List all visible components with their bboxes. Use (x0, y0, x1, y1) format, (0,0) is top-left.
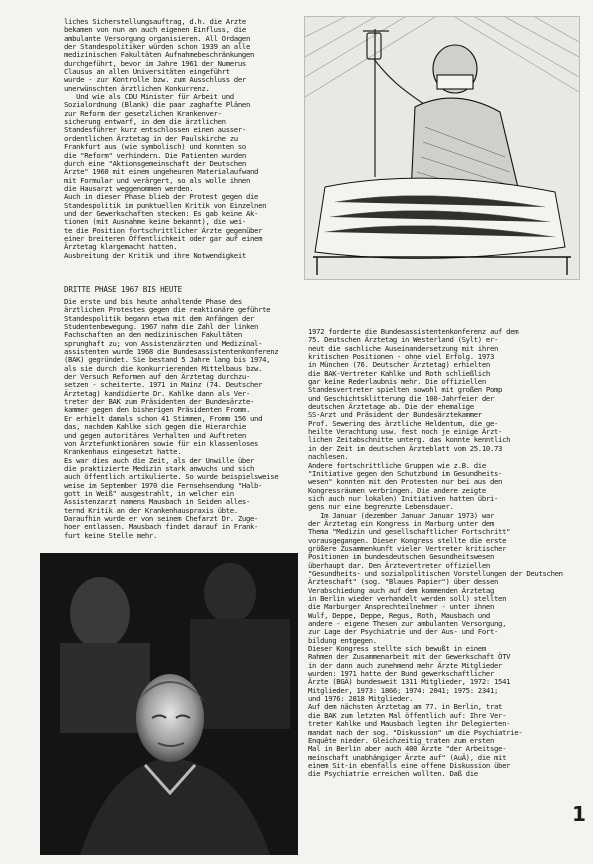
text-line: wurden: 1971 hatte der Bund gewerkschaftlicher (308, 669, 494, 679)
text-line: heilte Verachtung usw. fest noch je einige Ärzt- (308, 427, 503, 437)
text-line: Ärztetag) kandidierte Dr. Kahlke dann als Ver- (64, 388, 250, 398)
text-line: SS-Arzt und Präsident der Bundesärztekammer (308, 410, 482, 420)
portrait-photo (40, 553, 298, 855)
text-line: treter der BAK zum Präsidenten der Bundesärzte- (64, 397, 255, 407)
text-line: ternd Kritik an der Krankenhauspraxis übte. (64, 505, 238, 515)
right-column-text (308, 328, 570, 858)
text-line: und gegen autoritäres Verhalten und Auftreten (64, 430, 246, 440)
text-line: deutschen Ärztetage ab. Die der ehemalige (308, 402, 474, 412)
left-column-bottom-text (64, 298, 298, 538)
text-line: als sie durch die konkurrierenden Mittelbaus bzw. (64, 363, 263, 373)
text-line: auch öffentlich artikulierte. So wurde beispielsweise (64, 472, 279, 482)
text-line: Und wie als CDU Minister für Arbeit und (64, 92, 234, 102)
text-line: und Geschichtsklitterung die 100-Jahrfeier der (308, 393, 494, 403)
text-line: Studentenbewegung. 1967 nahm die Zahl der linken (64, 322, 259, 332)
text-line: Assistenzarzt namens Mausbach in Seiden alles- (64, 497, 250, 507)
text-line: Clausus an allen Universitäten eingeführt (64, 67, 230, 77)
text-line: die BAK zum letzten Mal öffentlich auf: Ihre Ver- (308, 710, 507, 720)
text-line: und 1976: 2818 Mitglieder. (308, 694, 414, 704)
text-line: wurde - zur Kontrolle bzw. zum Ausschluss der (64, 75, 246, 85)
text-line: überhaupt dar. Den Ärztevertreter offiziellen (308, 560, 490, 570)
text-line: die Marburger Ansprechteilnehmer - unter ihnen (308, 602, 494, 612)
text-line: Fachschaften an den medizinischen Fakultäten (64, 330, 242, 340)
text-line: gens nur eine begrenzte Lebensdauer. (308, 502, 454, 512)
text-line: Verabschiedung auch auf dem kommenden Ärztetag (308, 585, 494, 595)
text-line: andere - eigene Thesen zur ambulanten Versorgung, (308, 619, 507, 629)
text-line: Ärztetag klargemacht hatten. (64, 242, 178, 252)
text-line: furt keine Stelle mehr. (64, 530, 157, 538)
text-line: weise im September 1970 die Fernsehsendung "Halb- (64, 480, 263, 490)
text-line: durch eine "Aktionsgemeinschaft der Deutschen (64, 158, 246, 168)
text-line: die "Reform" verhindern. Die Patienten wurden (64, 150, 246, 160)
text-line: einem Sit-in ebenfalls eine offene Diskussion über (308, 760, 511, 770)
text-line: sich auch nur lokalen) Initiativen hatten übri- (308, 493, 499, 503)
text-line: ambulante Versorgung organisieren. All Ordagen (64, 33, 250, 43)
text-line: liches Sicherstellungsauftrag, d.h. die Ärzte (64, 18, 246, 26)
text-line: "Gesundheits- und sozialpolitischen Vorstellungen der Deutschen (308, 568, 563, 578)
text-line: Ärzte" 1960 mit einem ungeheuren Materialaufwand (64, 167, 259, 177)
text-line: gott in Weiß" ausgestrahlt, in welcher ein (64, 488, 234, 498)
text-line: durchgeführt, bevor im Jahre 1961 der Numerus (64, 58, 246, 68)
text-line: Auf dem nächsten Ärztetag am 77. in Berlin, trat (308, 702, 503, 712)
text-line: Mitglieder, 1973: 1866; 1974: 2041; 1975: 2341; (308, 685, 499, 695)
page-number: 1 (572, 802, 586, 826)
text-line: Standesführer kurz entschlossen einen ausser- (64, 125, 246, 135)
text-line: Standespolitik begann etwa mit dem Anfängen der (64, 313, 255, 323)
text-line: unerwünschten ärztlichen Konkurrenz. (64, 83, 210, 93)
text-line: Prof. Sewering des ärztliche Heldentum, die ge- (308, 418, 499, 428)
text-line: "Initiative gegen den Schutzbund im Gesundheits- (308, 468, 503, 478)
text-line: größere Zusammenkunft vieler Vertreter kritischer (308, 543, 507, 553)
text-line: mit Formular und verärgert, so als wolle ihnen (64, 175, 250, 185)
text-line: die Psychiatrie erreichen wollten. Daß die (308, 769, 478, 779)
text-line: der Versuch Reformen auf den Ärztetag durchzu- (64, 372, 250, 382)
text-line: der Standespolitiker würden schon 1939 an alle (64, 42, 250, 52)
text-line: Frankfurt aus (wie symbolisch) und konnten so (64, 142, 246, 152)
section-heading: DRITTE PHASE 1967 BIS HEUTE (64, 285, 183, 294)
text-line: sicherung entwarf, in dem die ärztlichen (64, 117, 226, 127)
text-line: Ärzteschaft" (sog. "Blaues Papier") über dessen (308, 577, 499, 587)
text-line: lichen Zeitabschnitte unterg. das konnte kenntlich (308, 435, 511, 445)
text-line: kammer gegen den bisherigen Präsidenten Fromm. (64, 405, 250, 415)
text-line: einer breiteren Öffentlichkeit oder gar auf einem (64, 233, 263, 243)
text-line: 1972 forderte die Bundesassistentenkonferenz auf dem (308, 328, 519, 336)
text-line: treter Kahlke und Mausbach legten ihr Delegierten- (308, 719, 511, 729)
text-line: das, nachdem Kahlke sich gegen die Hierarchie (64, 422, 246, 432)
text-line: Wulf, Deppe, Deppe, Regus, Roth, Mausbach und (308, 610, 490, 620)
text-line: in der Zeit im deutschen Ärzteblatt vom 25.10.73 (308, 443, 503, 453)
text-line: bildung entgegen. (308, 635, 377, 645)
text-line: kritischen Positionen - ohne viel Erfolg. 1973 (308, 352, 494, 362)
text-line: hoer entlassen. Mausbach findet darauf in Frank- (64, 522, 259, 532)
text-line: gar keine Rederlaubnis mehr. Die offiziellen (308, 377, 486, 387)
left-column-top-text (64, 18, 298, 280)
text-line: Kongressräumen verbringen. Die andere zeigte (308, 485, 486, 495)
text-line: meinschaft unabhängiger Ärzte auf" (AuÄ), die mit (308, 752, 507, 762)
text-line: in München (76. Deutscher Ärztetag) erhielten (308, 360, 490, 370)
text-line: Rahmen der Zusammenarbeit mit der Gewerkschaft ÖTV (308, 652, 511, 662)
text-line: sprunghaft zu; von Assistenzärzten und Medizinal- (64, 338, 263, 348)
text-line: Ausbreitung der Kritik und ihre Notwendigkeit (64, 250, 246, 260)
text-line: die Hausarzt weggenommen werden. (64, 183, 194, 193)
text-line: zur Reform der gesetzlichen Krankenver- (64, 108, 222, 118)
text-line: von Ärztefunktionären sowie für ein klassenloses (64, 438, 259, 448)
text-line: Mal in Berlin aber auch 400 Ärzte "der Arbeitsge- (308, 744, 507, 754)
text-line: Positionen im bundesdeutschen Gesundheitswesen (308, 552, 494, 562)
text-line: wesen" konnten mit den Protesten nur bei aus den (308, 477, 503, 487)
text-line: Ärzte (BGÄ) bundesweit 1311 Mitglieder, 1972: 1541 (308, 677, 511, 687)
text-line: ordentlichen Ärztetag in der Paulskirche zu (64, 133, 238, 143)
text-line: Daraufhin wurde er von seinem Chefarzt Dr. Zuge- (64, 513, 259, 523)
text-line: Enquête nieder. Gleichzeitig traten zum ersten (308, 735, 494, 745)
text-line: in Berlin wieder verhandelt werden soll) stellten (308, 594, 507, 603)
text-line: die BAK-Vertreter Kahlke und Roth schließlich (308, 368, 490, 378)
text-line: ärztlichen Protestes gegen die reaktionäre geführte (64, 305, 271, 315)
text-line: 75. Deutschen Ärztetag in Westerland (Sylt) er- (308, 335, 499, 345)
text-line: Es war dies auch die Zeit, als der Unwille über (64, 455, 255, 465)
drawing-sketch (305, 17, 579, 279)
text-line: Krankenhaus eingesetzt hatte. (64, 447, 182, 457)
text-line: Standesvertreter spielten sowohl mit großen Pomp (308, 385, 503, 395)
text-line: die praktizierte Medizin stark anwuchs und sich (64, 463, 255, 473)
text-line: Er erhielt damals schon 41 Stimmen, Fromm 156 und (64, 413, 263, 423)
text-line: Thema "Medizin und gesellschaftlicher Fortschritt" (308, 527, 511, 537)
text-line: Im Januar (dezember Januar Januar 1973) war (308, 510, 494, 520)
text-line: bekamen von nun an auch eigenen Einfluss, die (64, 25, 246, 35)
text-line: Dieser Kongress stellte sich bewußt in einem (308, 644, 486, 654)
text-line: zur Lage der Psychiatrie und der Aus- und Fort- (308, 627, 499, 637)
text-line: mandat nach der sog. "Diskussion" um die Psychiatrie- (308, 727, 523, 737)
photo-image (40, 553, 298, 855)
text-line: tionen (mit Ausnahme keine bekannt), die wei- (64, 217, 246, 227)
text-line: in der dann auch zunehmend mehr Ärzte Mitglieder (308, 660, 503, 670)
text-line: te die Position fortschrittlicher Ärzte gegenüber (64, 225, 263, 235)
text-line: Standespolitik im punktuellen Kritik von Einzelnen (64, 200, 267, 210)
text-line: assistenten wurde 1968 die Bundesassistentenkonferenz (64, 347, 279, 357)
text-line: (BAK) gegründet. Sie bestand 5 Jahre lang bis 1974, (64, 355, 271, 365)
text-line: medizinischen Fakultäten Aufnahmebeschränkungen (64, 50, 255, 60)
text-line: neut die sachliche Auseinandersetzung mit ihren (308, 343, 499, 353)
text-line: vorausgegangen. Dieser Kongress stellte die erste (308, 535, 507, 545)
text-line: Die erste und bis heute anhaltende Phase des (64, 298, 242, 306)
text-line: nachlesen. (308, 452, 349, 462)
hospital-patient-drawing (304, 16, 580, 280)
text-line: setzen - scheiterte. 1971 in Mainz (74. Deutscher (64, 380, 263, 390)
text-line: Auch in dieser Phase blieb der Protest gegen die (64, 192, 259, 202)
text-line: und der Gewerkschaften stecken: Es gab keine Ak- (64, 208, 259, 218)
text-line: der Ärztetag ein Kongress in Marburg unter dem (308, 518, 494, 528)
text-line: Andere fortschrittliche Gruppen wie z.B. die (308, 460, 486, 470)
text-line: Sozialordnung (Blank) die paar zaghafte Plänen (64, 100, 250, 110)
